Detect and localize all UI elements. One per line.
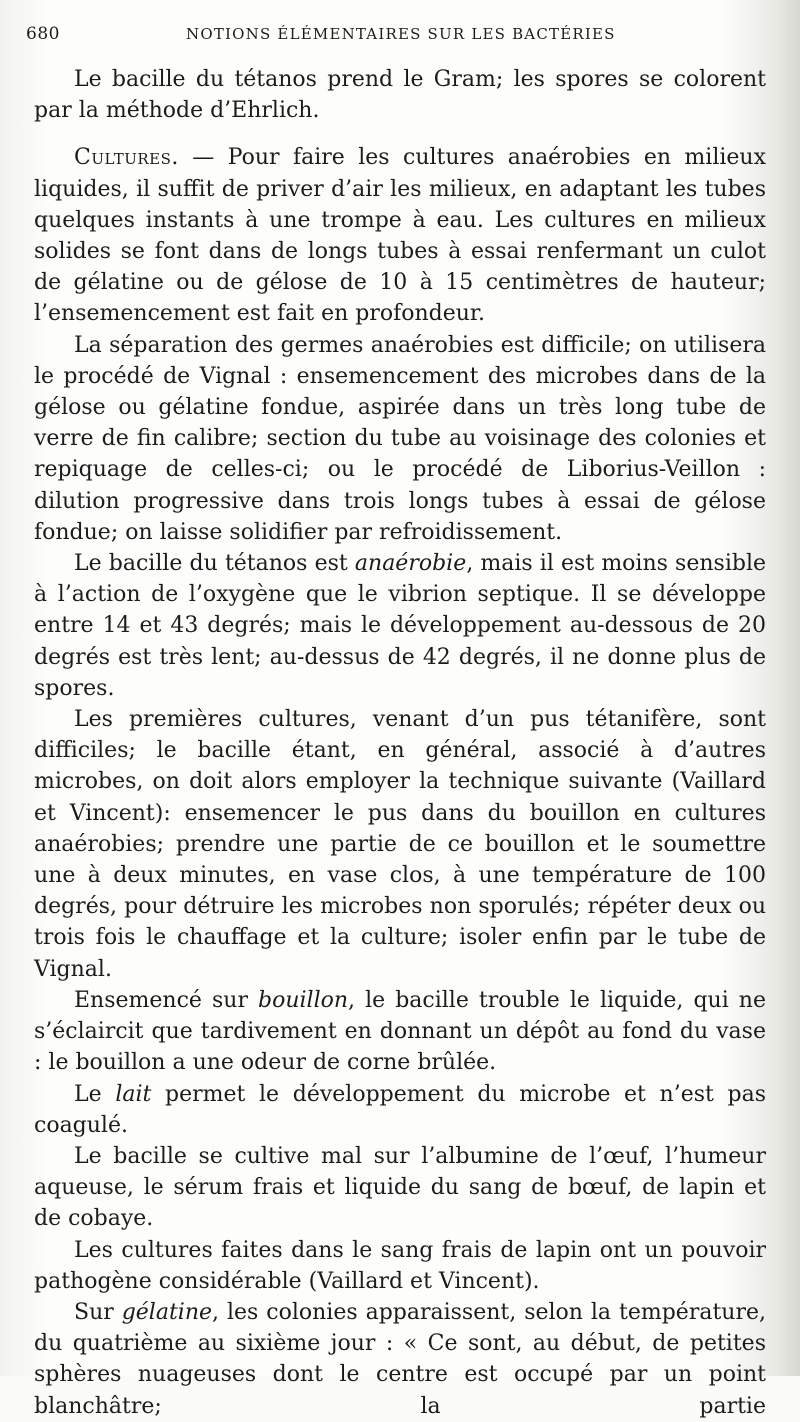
paragraph-bouillon-before: Ensemencé sur	[74, 987, 259, 1013]
paragraph-gelatine-after: , les colonies apparaissent, selon la température, du quatrième au sixième jour : « Ce sont, au début, de petites sphères nuageuses dont le centre est occupé par un point blanchâtre; la partie	[34, 1299, 766, 1419]
paragraph-premieres-cultures: Les premières cultures, venant d’un pus tétanifère, sont difficiles; le bacille étant, en général, associé à d’autres microbes, on doit alors employer la technique suivante (Vaillard et Vincent): ensemencer le pus dans du bouillon en cultures anaérobies; prendre une partie de ce bouillon et le soumettre une à deux minutes, en vase clos, à une température de 100 degrés, pour détruire les microbes non sporulés; répéter deux ou trois fois le chauffage et la culture; isoler enfin par le tube de Vignal.	[34, 707, 766, 982]
paragraph-gelatine	[34, 1297, 766, 1422]
body-text	[34, 64, 766, 1422]
paragraph-gelatine-before: Sur	[74, 1299, 122, 1325]
paragraph-bouillon-after: , le bacille trouble le liquide, qui ne s’éclaircit que tardivement en donnant un dépôt au fond du vase : le bouillon a une odeur de corne brûlée.	[34, 987, 766, 1076]
paragraph-lait-after: permet le développement du microbe et n’est pas coagulé.	[34, 1081, 767, 1138]
paragraph-cultures	[34, 142, 766, 329]
term-gelatine: gélatine	[121, 1299, 213, 1325]
paragraph-sang: Les cultures faites dans le sang frais de lapin ont un pouvoir pathogène considérable (Vaillard et Vincent).	[34, 1237, 766, 1294]
running-head: NOTIONS ÉLÉMENTAIRES SUR LES BACTÉRIES	[186, 25, 616, 43]
section-lead-cultures: Cultures.	[74, 145, 179, 171]
term-lait: lait	[115, 1081, 152, 1107]
paragraph-gram: Le bacille du tétanos prend le Gram; les spores se colorent par la méthode d’Ehrlich.	[34, 67, 766, 124]
paragraph-bouillon	[34, 985, 766, 1079]
paragraph-albumine: Le bacille se cultive mal sur l’albumine de l’œuf, l’humeur aqueuse, le sérum frais et liquide du sang de bœuf, de lapin et de cobaye.	[34, 1143, 766, 1232]
paragraph-lait	[34, 1079, 766, 1141]
page-number: 680	[26, 24, 60, 44]
paragraph-separation: La séparation des germes anaérobies est difficile; on utilisera le procédé de Vignal : ensemencement des microbes dans de la gélose ou gélatine fondue, aspirée dans un très long tube de verre de fin calibre; section du tube au voisinage des colonies et repiquage de celles-ci; ou le procédé de Liborius-Veillon : dilution progressive dans trois longs tubes à essai de gélose fondue; on laisse solidifier par refroidissement.	[34, 332, 766, 545]
paragraph-anaerobie-before: Le bacille du tétanos est	[74, 551, 355, 577]
paragraph-lait-before: Le	[74, 1081, 116, 1107]
page-header	[26, 24, 746, 44]
paragraph-anaerobie	[34, 548, 766, 704]
term-bouillon: bouillon	[258, 987, 349, 1013]
paragraph-anaerobie-after: , mais il est moins sensible à l’action de l’oxygène que le vibrion septique. Il se développe entre 14 et 43 degrés; mais le développement au-dessous de 20 degrés est très lent; au-dessus de 42 degrés, il ne donne plus de spores.	[34, 551, 766, 701]
term-anaerobie: anaérobie	[354, 551, 467, 577]
paragraph-cultures-text: — Pour faire les cultures anaérobies en milieux liquides, il suffit de priver d’air les milieux, en adaptant les tubes quelques instants à une trompe à eau. Les cultures en milieux solides se font dans de longs tubes à essai renfermant un culot de gélatine ou de gélose de 10 à 15 centimètres de hauteur; l’ensemencement est fait en profondeur.	[34, 145, 766, 327]
